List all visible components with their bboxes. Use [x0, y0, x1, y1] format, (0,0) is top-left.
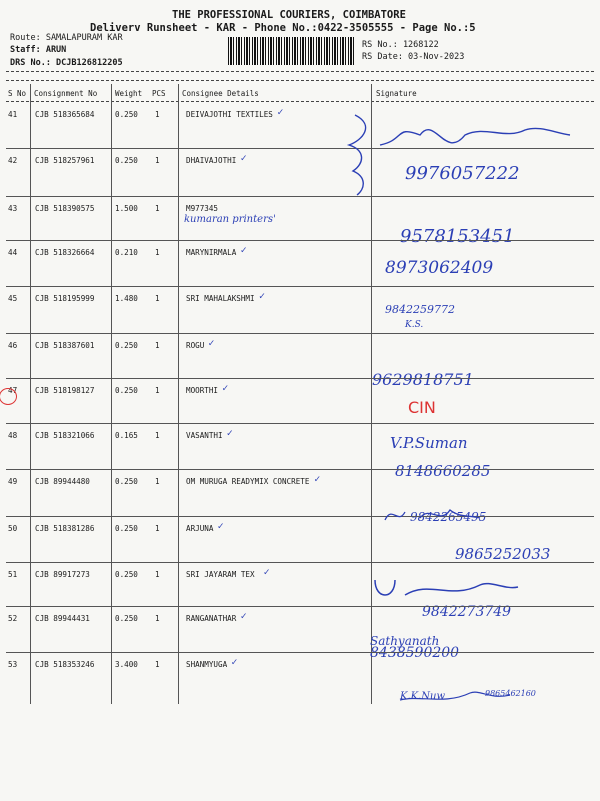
row-divider [6, 469, 594, 470]
row-signature-text: 9865252033 [455, 545, 551, 563]
row-weight: 0.250 [115, 477, 138, 486]
rs-date: RS Date: 03-Nov-2023 [362, 52, 465, 62]
row-consignee: ROGU [186, 341, 205, 350]
row-weight: 0.250 [115, 110, 138, 119]
row-divider [6, 606, 594, 607]
check-mark-icon: ✓ [208, 338, 215, 349]
check-mark-icon: ✓ [263, 567, 270, 578]
row-divider [6, 333, 594, 334]
row-divider [6, 240, 594, 241]
row-serial: 42 [8, 156, 18, 165]
row-weight: 0.210 [115, 248, 138, 257]
check-mark-icon: ✓ [259, 291, 266, 302]
row-serial: 43 [8, 204, 18, 213]
row-weight: 0.250 [115, 341, 138, 350]
signature-49-scribble [380, 500, 580, 530]
drs-number: DRS No.: DCJB126812205 [10, 58, 123, 68]
row-signature-text: 9842273749 [422, 604, 512, 620]
row-weight: 0.250 [115, 524, 138, 533]
row-divider [6, 378, 594, 379]
row-serial: 44 [8, 248, 18, 257]
row-signature-text: 9629818751 [372, 370, 474, 389]
row-signature-text: 9842259772 [385, 303, 455, 316]
row-pcs: 1 [155, 294, 160, 303]
row-pcs: 1 [155, 431, 160, 440]
row-consignee: VASANTHI [186, 431, 223, 440]
row-consignment-no: CJB 518390575 [35, 204, 95, 213]
row-serial: 53 [8, 660, 18, 669]
row-signature-text: V.P.Suman [390, 434, 468, 452]
columns-divider [6, 101, 594, 102]
row-pcs: 1 [155, 341, 160, 350]
row-weight: 0.250 [115, 156, 138, 165]
row-weight: 0.250 [115, 570, 138, 579]
row-divider [6, 652, 594, 653]
row-signature-text: 9976057222 [405, 163, 520, 184]
row-consignee: RANGANATHAR [186, 614, 237, 623]
row-weight: 0.250 [115, 614, 138, 623]
row-signature-text: 9578153451 [400, 226, 515, 247]
header-divider [6, 80, 594, 81]
runsheet-title: Deliverv Runsheet - KAR - Phone No.:0422-3505555 - Page No.:5 [90, 22, 476, 34]
col-separator [178, 84, 179, 704]
row-consignee: M977345 [186, 204, 219, 213]
red-circle-mark [0, 388, 17, 405]
row-serial: 51 [8, 570, 18, 579]
signature-51-scribble [370, 575, 520, 605]
row-consignee: SHANMYUGA [186, 660, 228, 669]
check-mark-icon: ✓ [231, 657, 238, 668]
row-consignment-no: CJB 518321066 [35, 431, 95, 440]
check-mark-icon: ✓ [217, 521, 224, 532]
barcode-image [228, 37, 356, 65]
row-serial: 45 [8, 294, 18, 303]
check-mark-icon: ✓ [240, 611, 247, 622]
row-signature-text: CIN [408, 398, 436, 417]
signature-41-scribble [335, 105, 580, 205]
row-signature-text: K.K.Nuw [400, 691, 446, 702]
row-signature-text: 9865462160 [485, 689, 536, 698]
check-mark-icon: ✓ [222, 383, 229, 394]
col-sno: S No [8, 89, 27, 98]
row-signature-text: 9842265495 [410, 510, 487, 524]
check-mark-icon: ✓ [240, 153, 247, 164]
row-pcs: 1 [155, 156, 160, 165]
check-mark-icon: ✓ [277, 107, 284, 118]
row-consignee: MARYNIRMALA [186, 248, 237, 257]
col-consignment: Consignment No [34, 89, 98, 98]
row-consignment-no: CJB 518381286 [35, 524, 95, 533]
row-divider [6, 286, 594, 287]
row-pcs: 1 [155, 614, 160, 623]
row-serial: 46 [8, 341, 18, 350]
row-signature-text: 8973062409 [385, 258, 494, 278]
row-consignment-no: CJB 89917273 [35, 570, 90, 579]
row-weight: 0.165 [115, 431, 138, 440]
row-divider [6, 423, 594, 424]
row-signature-text: 8438590200 [370, 645, 460, 661]
col-separator [111, 84, 112, 704]
row-pcs: 1 [155, 110, 160, 119]
company-title: THE PROFESSIONAL COURIERS, COIMBATORE [172, 9, 406, 21]
row-serial: 49 [8, 477, 18, 486]
row-consignment-no: CJB 518195999 [35, 294, 95, 303]
row-consignment-no: CJB 518198127 [35, 386, 95, 395]
col-weight: Weight [115, 89, 143, 98]
header-divider [6, 71, 594, 72]
col-consignee: Consignee Details [182, 89, 259, 98]
row-consignment-no: CJB 89944431 [35, 614, 90, 623]
row-consignment-no: CJB 518326664 [35, 248, 95, 257]
check-mark-icon: ✓ [314, 474, 321, 485]
row-consignment-no: CJB 518257961 [35, 156, 95, 165]
row-consignee: OM MURUGA READYMIX CONCRETE [186, 477, 310, 486]
row-pcs: 1 [155, 204, 160, 213]
row-pcs: 1 [155, 477, 160, 486]
row-weight: 0.250 [115, 386, 138, 395]
row-weight: 3.400 [115, 660, 138, 669]
row-pcs: 1 [155, 248, 160, 257]
row-pcs: 1 [155, 386, 160, 395]
row-consignment-no: CJB 518387601 [35, 341, 95, 350]
row-consignee: SRI MAHALAKSHMI [186, 294, 255, 303]
row-serial: 50 [8, 524, 18, 533]
row-consignee: DHAIVAJOTHI [186, 156, 237, 165]
signature-53-scribble [395, 685, 515, 710]
row-serial: 47 [8, 386, 18, 395]
row-serial: 48 [8, 431, 18, 440]
row-consignee-handwritten: kumaran printers' [184, 214, 276, 225]
check-mark-icon: ✓ [240, 245, 247, 256]
row-weight: 1.480 [115, 294, 138, 303]
row-consignee: SRI JAYARAM TEX [186, 570, 255, 579]
row-consignment-no: CJB 89944480 [35, 477, 90, 486]
row-consignment-no: CJB 518353246 [35, 660, 95, 669]
row-signature-text: K.S. [405, 320, 424, 330]
col-signature: Signature [376, 89, 417, 98]
col-pcs: PCS [152, 89, 166, 98]
row-consignment-no: CJB 518365684 [35, 110, 95, 119]
row-pcs: 1 [155, 570, 160, 579]
rs-number: RS No.: 1268122 [362, 40, 439, 50]
row-consignee: ARJUNA [186, 524, 214, 533]
row-weight: 1.500 [115, 204, 138, 213]
row-serial: 41 [8, 110, 18, 119]
row-pcs: 1 [155, 524, 160, 533]
check-mark-icon: ✓ [226, 428, 233, 439]
row-signature-text: 8148660285 [395, 462, 491, 480]
row-signature-text: Sathyanath [370, 634, 440, 648]
row-pcs: 1 [155, 660, 160, 669]
row-consignee: MOORTHI [186, 386, 219, 395]
staff-label: Staff: ARUN [10, 45, 67, 55]
col-separator [30, 84, 31, 704]
row-consignee: DEIVAJOTHI TEXTILES [186, 110, 273, 119]
row-serial: 52 [8, 614, 18, 623]
row-divider [6, 562, 594, 563]
route-label: Route: SAMALAPURAM KAR [10, 33, 123, 43]
